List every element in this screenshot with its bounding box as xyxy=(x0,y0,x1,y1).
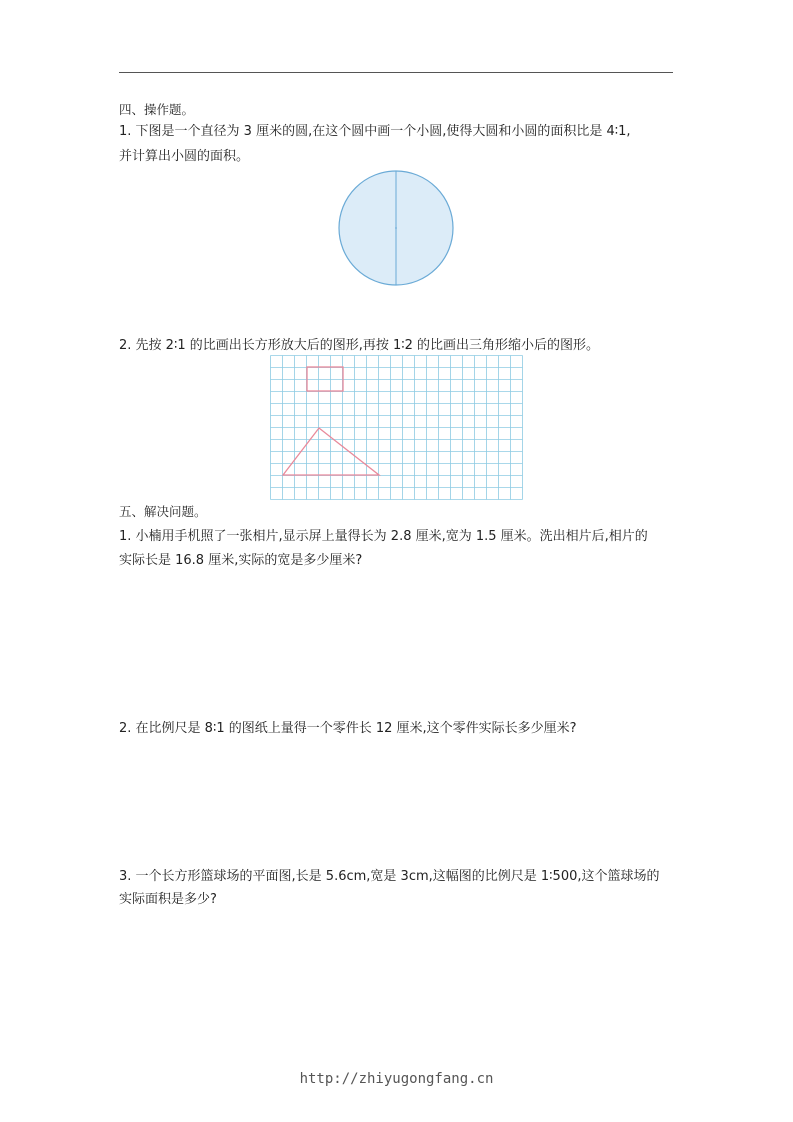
grid-lines xyxy=(271,356,523,500)
rectangle-shape xyxy=(307,367,343,391)
section5-q3-line2: 实际面积是多少? xyxy=(119,892,217,907)
circle-center xyxy=(395,227,397,229)
section4-q1-line1: 1. 下图是一个直径为 3 厘米的圆,在这个圆中画一个小圆,使得大圆和小圆的面积比是 4∶1, xyxy=(119,124,631,139)
circle-figure xyxy=(336,168,456,288)
footer-url: http://zhiyugongfang.cn xyxy=(299,1071,494,1087)
section4-q1-line2: 并计算出小圆的面积。 xyxy=(119,149,250,164)
section5-q3-line1: 3. 一个长方形篮球场的平面图,长是 5.6cm,宽是 3cm,这幅图的比例尺是 1∶500,这个篮球场的 xyxy=(119,869,660,884)
header-rule xyxy=(119,72,673,73)
section5-q2-line1: 2. 在比例尺是 8∶1 的图纸上量得一个零件长 12 厘米,这个零件实际长多少厘米? xyxy=(119,721,577,736)
section4-q2-line1: 2. 先按 2∶1 的比画出长方形放大后的图形,再按 1∶2 的比画出三角形缩小后的图形。 xyxy=(119,338,600,353)
section5-q1-line2: 实际长是 16.8 厘米,实际的宽是多少厘米? xyxy=(119,553,363,568)
section5-title: 五、解决问题。 xyxy=(119,504,207,519)
section4-title: 四、操作题。 xyxy=(119,102,195,117)
grid-figure xyxy=(270,355,523,500)
section5-q1-line1: 1. 小楠用手机照了一张相片,显示屏上量得长为 2.8 厘米,宽为 1.5 厘米。洗出相片后,相片的 xyxy=(119,529,648,544)
